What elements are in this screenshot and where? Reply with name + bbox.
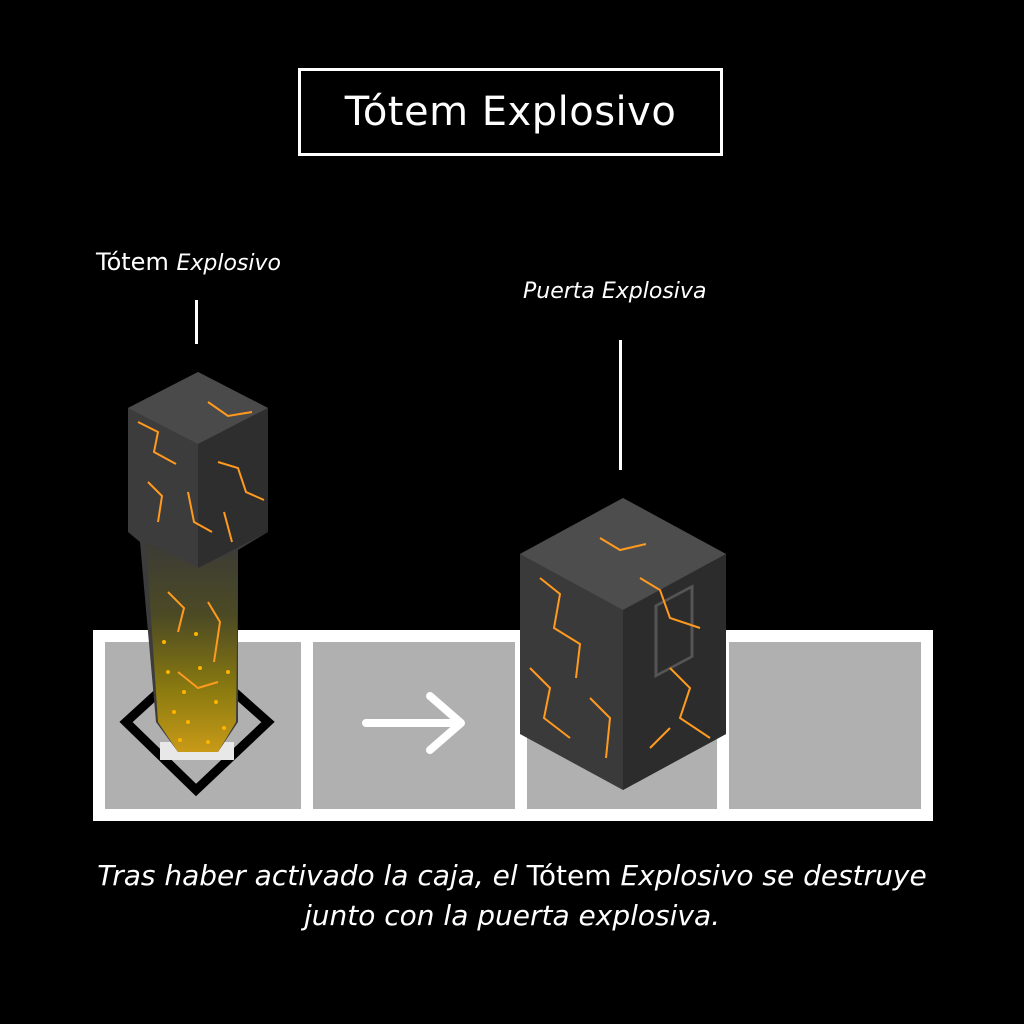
door-label: Puerta Explosiva xyxy=(523,279,707,304)
explosive-door-block xyxy=(520,498,726,790)
totem-label xyxy=(96,248,281,276)
caption-line-1-part-3: Explosivo se destruye xyxy=(611,859,927,892)
tile-cell-4 xyxy=(729,642,921,809)
totem-label-word2: Explosivo xyxy=(176,251,281,276)
caption-line-1 xyxy=(62,856,962,896)
caption-line-1-part-1: Tras haber activado la caja, el xyxy=(97,859,527,892)
totem-label-word1: Tótem xyxy=(96,248,169,276)
totem-label-pointer xyxy=(195,300,198,344)
door-label-pointer xyxy=(619,340,622,470)
caption xyxy=(62,856,962,936)
explosive-totem xyxy=(128,372,270,757)
right-arrow-icon xyxy=(360,690,470,760)
caption-line-2: junto con la puerta explosiva. xyxy=(303,899,721,932)
title-box xyxy=(298,68,723,156)
caption-line-1-part-2: Tótem xyxy=(526,859,612,892)
page-title: Tótem Explosivo xyxy=(344,89,677,135)
